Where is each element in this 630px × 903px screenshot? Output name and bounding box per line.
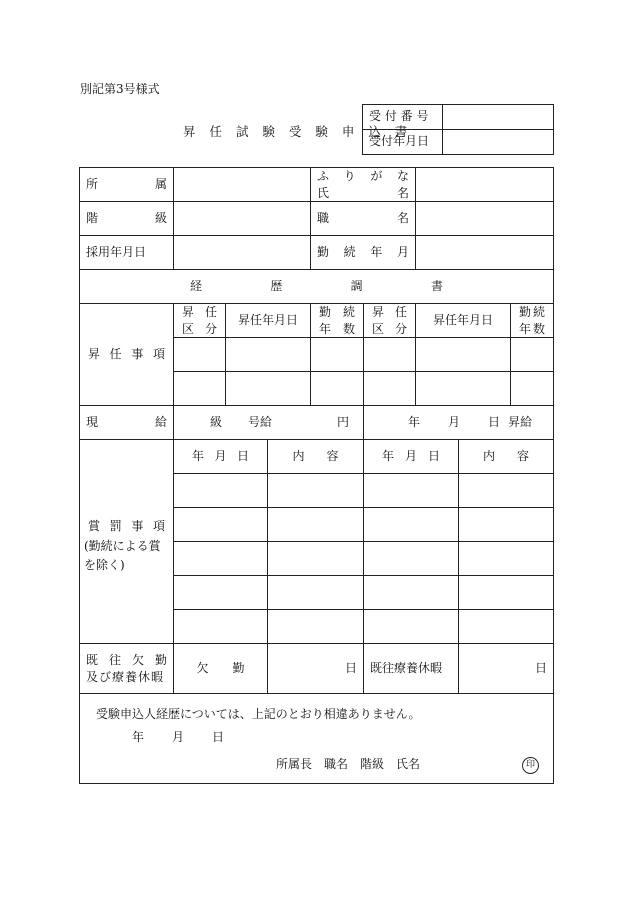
rank-label: 階 級 (80, 202, 174, 236)
certification-statement: 受験申込人経歴については、上記のとおり相違ありません。 (96, 707, 421, 721)
promotion-years-field[interactable] (511, 338, 554, 372)
rank-field[interactable] (174, 202, 311, 236)
service-years-field[interactable] (416, 236, 554, 270)
award-date-field[interactable] (364, 542, 459, 576)
affiliation-label: 所 属 (80, 168, 174, 202)
promotion-label: 昇 任 事 項 (80, 304, 174, 406)
history-title: 経 歴 調 書 (80, 270, 554, 304)
award-content-header: 内 容 (459, 440, 554, 474)
promotion-date-header: 昇任年月日 (416, 304, 511, 338)
promotion-date-field[interactable] (416, 372, 511, 406)
absence-label: 既 往 欠 勤 及び療養休暇 (80, 644, 174, 694)
absence-days-field[interactable]: 日 (268, 644, 364, 694)
award-date-header: 年 月 日 (174, 440, 268, 474)
award-content-field[interactable] (268, 576, 364, 610)
cert-month: 月 (172, 730, 185, 745)
award-content-field[interactable] (459, 576, 554, 610)
document-title: 昇 任 試 験 受 験 申 込 書 (183, 124, 413, 139)
award-date-field[interactable] (174, 508, 268, 542)
promotion-date-field[interactable] (226, 338, 311, 372)
receipt-date-label: 受付年月日 (363, 130, 443, 155)
affiliation-field[interactable] (174, 168, 311, 202)
award-content-field[interactable] (268, 542, 364, 576)
award-date-header: 年 月 日 (364, 440, 459, 474)
promotion-years-field[interactable] (511, 372, 554, 406)
signer-name: 氏名 (396, 757, 421, 771)
name-field[interactable] (416, 168, 554, 202)
award-date-field[interactable] (364, 610, 459, 644)
award-content-field[interactable] (268, 508, 364, 542)
receipt-number-field[interactable] (443, 105, 554, 130)
award-date-field[interactable] (174, 610, 268, 644)
promotion-type-field[interactable] (174, 338, 226, 372)
award-content-field[interactable] (268, 474, 364, 508)
award-date-field[interactable] (364, 576, 459, 610)
salary-grade-field[interactable]: 級 号給 円 (174, 406, 364, 440)
award-date-field[interactable] (364, 508, 459, 542)
promotion-type-field[interactable] (174, 372, 226, 406)
promotion-years-header: 勤 続 年 数 (511, 304, 554, 338)
award-content-header: 内 容 (268, 440, 364, 474)
certification-section (80, 694, 554, 784)
awards-label: 賞 罰 事 項 (勤続による賞 を除く) (80, 440, 174, 644)
award-date-field[interactable] (364, 474, 459, 508)
promotion-type-field[interactable] (364, 372, 416, 406)
receipt-box (362, 104, 554, 155)
promotion-years-header: 勤 続 年 数 (311, 304, 364, 338)
sick-leave-days-field[interactable]: 日 (459, 644, 554, 694)
signer-rank: 階級 (360, 757, 385, 771)
service-years-label: 勤 続 年 月 (311, 236, 416, 270)
award-date-field[interactable] (174, 474, 268, 508)
form-id: 別記第3号様式 (80, 82, 160, 96)
award-content-field[interactable] (459, 610, 554, 644)
signer-title: 所属長 (276, 757, 313, 771)
promotion-date-field[interactable] (226, 372, 311, 406)
signer-position: 職名 (324, 757, 349, 771)
award-date-field[interactable] (174, 542, 268, 576)
award-content-field[interactable] (459, 474, 554, 508)
promotion-type-field[interactable] (364, 338, 416, 372)
absence-days-label: 欠 勤 (174, 644, 268, 694)
seal-mark: 印 (522, 757, 539, 774)
award-date-field[interactable] (174, 576, 268, 610)
receipt-number-label: 受 付 番 号 (363, 105, 443, 130)
award-content-field[interactable] (268, 610, 364, 644)
sick-leave-label: 既往療養休暇 (364, 644, 459, 694)
name-label: ふ り が な 氏 名 (311, 168, 416, 202)
cert-day: 日 (212, 730, 225, 745)
promotion-years-field[interactable] (311, 372, 364, 406)
award-content-field[interactable] (459, 508, 554, 542)
promotion-years-field[interactable] (311, 338, 364, 372)
promotion-date-header: 昇任年月日 (226, 304, 311, 338)
salary-label: 現 給 (80, 406, 174, 440)
position-label: 職 名 (311, 202, 416, 236)
application-form (79, 167, 554, 784)
receipt-date-field[interactable] (443, 130, 554, 155)
promotion-type-header: 昇 任 区 分 (174, 304, 226, 338)
hire-date-field[interactable] (174, 236, 311, 270)
promotion-type-header: 昇 任 区 分 (364, 304, 416, 338)
salary-raise-date-field[interactable]: 年 月 日 昇給 (364, 406, 554, 440)
award-content-field[interactable] (459, 542, 554, 576)
position-field[interactable] (416, 202, 554, 236)
hire-date-label: 採用年月日 (80, 236, 174, 270)
cert-year: 年 (132, 730, 145, 745)
promotion-date-field[interactable] (416, 338, 511, 372)
